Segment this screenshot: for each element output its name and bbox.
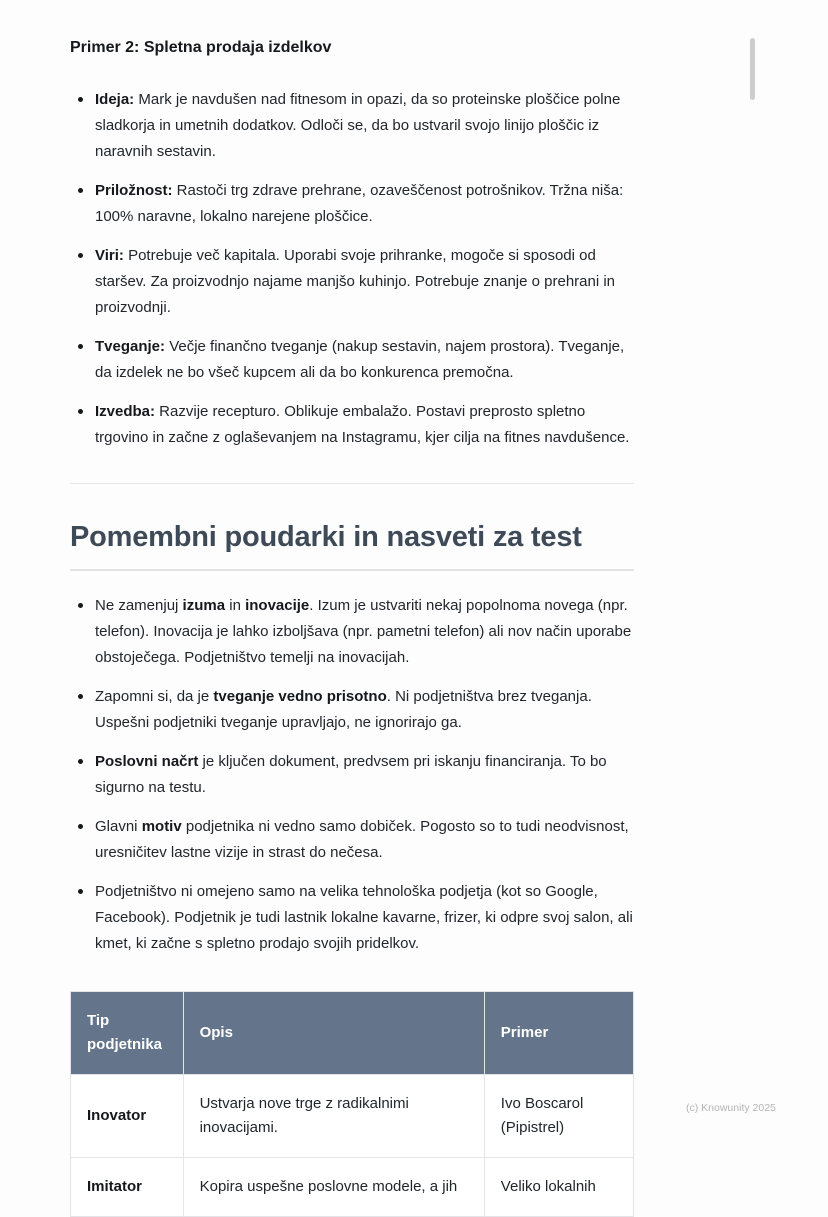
- page-title: Pomembni poudarki in nasveti za test: [70, 520, 582, 553]
- text-segment: Poslovni načrt: [95, 752, 199, 770]
- type-cell: Inovator: [71, 1074, 184, 1157]
- bullet-text: Potrebuje več kapitala. Uporabi svoje prihranke, mogoče si sposodi od staršev. Za proizvodnjo najame manjšo kuhinjo. Potrebuje znanje o prehrani in proizvodnji.: [95, 246, 616, 316]
- description-cell: Kopira uspešne poslovne modele, a jih: [183, 1157, 484, 1216]
- text-segment: motiv: [141, 817, 182, 835]
- bullet-label: Priložnost:: [95, 181, 173, 199]
- bullet-text: Večje finančno tveganje (nakup sestavin, najem prostora). Tveganje, da izdelek ne bo všeč kupcem ali da bo konkurenca premočna.: [95, 337, 625, 381]
- text-segment: inovacije: [245, 596, 310, 614]
- table-row: [71, 1074, 634, 1157]
- description-cell: Ustvarja nove trge z radikalnimi inovacijami.: [183, 1074, 484, 1157]
- table-row: [71, 1157, 634, 1216]
- list-item: [70, 593, 634, 671]
- list-item: [70, 814, 634, 866]
- entrepreneur-types-table: [70, 991, 634, 1217]
- text-segment: je ključen dokument, predvsem pri iskanju financiranja. To bo sigurno na testu.: [95, 752, 607, 796]
- bullet-label: Izvedba:: [95, 402, 156, 420]
- section-divider: [70, 483, 634, 484]
- text-segment: Zapomni si, da je: [95, 687, 214, 705]
- text-segment: in: [225, 596, 246, 614]
- example-cell: Ivo Boscarol (Pipistrel): [484, 1074, 633, 1157]
- scrollbar-thumb[interactable]: [750, 38, 755, 100]
- bullet-text: Rastoči trg zdrave prehrane, ozaveščenost potrošnikov. Tržna niša: 100% naravne, lokalno narejene ploščice.: [95, 181, 624, 225]
- example-section-heading: Primer 2: Spletna prodaja izdelkov: [70, 39, 332, 56]
- title-underline: [70, 569, 634, 571]
- bullet-label: Ideja:: [95, 90, 135, 108]
- bullet-label: Viri:: [95, 246, 124, 264]
- watermark: (c) Knowunity 2025: [686, 1102, 776, 1114]
- list-item: [70, 399, 634, 451]
- type-cell: Imitator: [71, 1157, 184, 1216]
- text-segment: Podjetništvo ni omejeno samo na velika tehnološka podjetja (kot so Google, Facebook). Podjetnik je tudi lastnik lokalne kavarne, frizer, ki odpre svoj salon, ali kmet, ki začne s spletno prodajo svojih pridelkov.: [95, 882, 633, 952]
- list-item: [70, 334, 634, 386]
- text-segment: . Izum je ustvariti nekaj popolnoma novega (npr. telefon). Inovacija je lahko izboljšava (npr. pametni telefon) ali nov način uporabe obstoječega. Podjetništvo temelji na inovacijah.: [95, 596, 632, 666]
- text-segment: Ne zamenjuj: [95, 596, 183, 614]
- text-segment: izuma: [182, 596, 226, 614]
- document-content: [70, 38, 634, 1217]
- bullet-label: Tveganje:: [95, 337, 166, 355]
- table-header-example: Primer: [484, 991, 633, 1074]
- list-item: [70, 684, 634, 736]
- text-segment: tveganje vedno prisotno: [213, 687, 387, 705]
- text-segment: . Ni podjetništva brez tveganja. Uspešni podjetniki tveganje upravljajo, ne ignorirajo ga.: [95, 687, 592, 731]
- example-list: [70, 87, 634, 451]
- bullet-text: Razvije recepturo. Oblikuje embalažo. Postavi preprosto spletno trgovino in začne z oglaševanjem na Instagramu, kjer cilja na fitnes navdušence.: [95, 402, 630, 446]
- text-segment: Glavni: [95, 817, 142, 835]
- example-cell: Veliko lokalnih: [484, 1157, 633, 1216]
- table-header-type: Tip podjetnika: [71, 991, 184, 1074]
- list-item: [70, 243, 634, 321]
- list-item: [70, 87, 634, 165]
- table-header-row: [71, 991, 634, 1074]
- table-header-description: Opis: [183, 991, 484, 1074]
- tips-list: [70, 593, 634, 957]
- list-item: [70, 879, 634, 957]
- list-item: [70, 749, 634, 801]
- list-item: [70, 178, 634, 230]
- bullet-text: Mark je navdušen nad fitnesom in opazi, da so proteinske ploščice polne sladkorja in umetnih dodatkov. Odloči se, da bo ustvaril svojo linijo ploščic iz naravnih sestavin.: [95, 90, 621, 160]
- text-segment: podjetnika ni vedno samo dobiček. Pogosto so to tudi neodvisnost, uresničitev lastne vizije in strast do nečesa.: [95, 817, 629, 861]
